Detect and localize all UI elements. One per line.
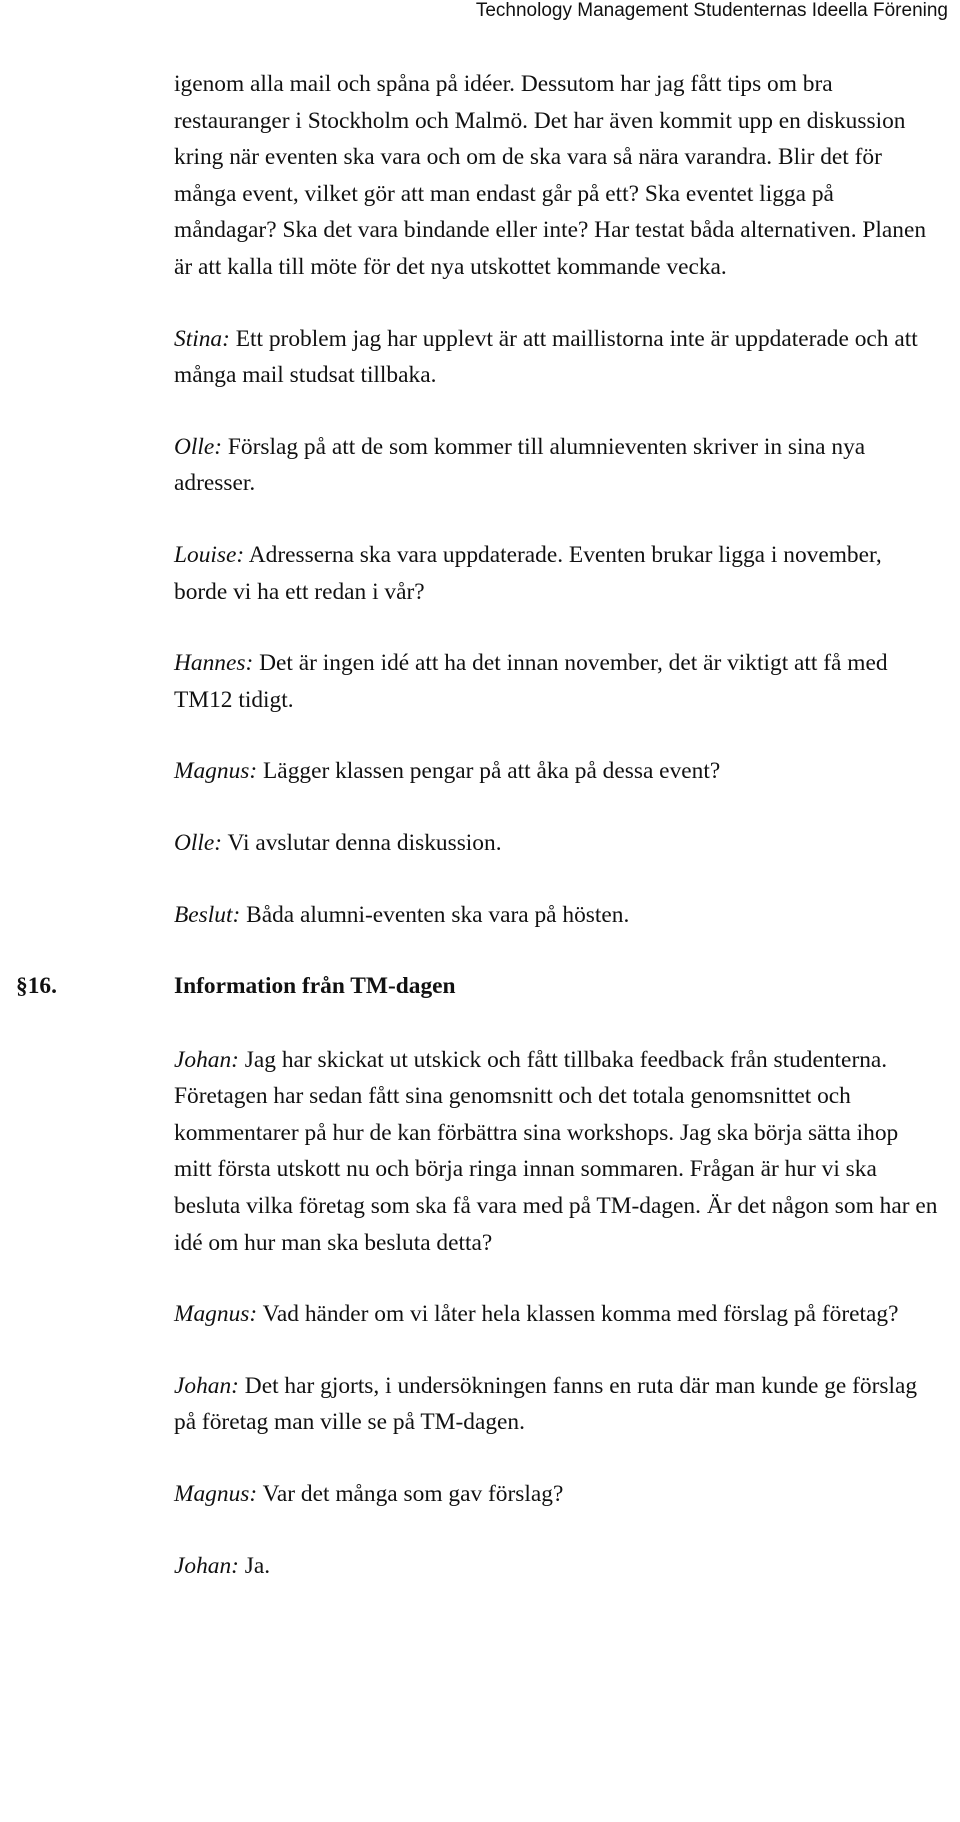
page-header: Technology Management Studenternas Ideella Förening [475,0,948,21]
minutes-entry-decision [174,897,940,934]
minutes-entry-johan [174,1368,940,1441]
speaker-name: Johan: [174,1552,239,1579]
minutes-entry-hannes [174,645,940,718]
entry-text: Det är ingen idé att ha det innan november, det är viktigt att få med TM12 tidigt. [174,650,888,713]
speaker-name: Johan: [174,1046,239,1073]
minutes-entry-magnus [174,753,940,790]
minutes-entry-johan [174,1042,940,1262]
entry-text: Adresserna ska vara uppdaterade. Eventen brukar ligga i november, borde vi ha ett redan i vår? [174,541,882,605]
minutes-entry-johan [174,1548,940,1585]
speaker-name: Beslut: [174,901,241,928]
intro-paragraph: igenom alla mail och spåna på idéer. Dessutom har jag fått tips om bra restauranger i Stockholm och Malmö. Det har även kommit upp en diskussion kring när eventen ska vara och om de ska vara så nära varandra. Blir det för många event, vilket gör att man endast går på ett? Ska eventet ligga på måndagar? Ska det vara bindande eller inte? Har testat båda alternativen. Planen är att kalla till möte för det nya utskottet kommande vecka. [174,71,927,280]
entry-text: Vad händer om vi låter hela klassen komma med förslag på företag? [257,1301,899,1328]
entry-text: Båda alumni-eventen ska vara på hösten. [240,901,630,928]
section-title: Information från TM-dagen [174,973,456,1000]
section-heading [16,968,940,1005]
entry-text: Jag har skickat ut utskick och fått tillbaka feedback från studenterna. Företagen har sedan fått sina genomsnitt och det totala genomsnittet och kommentarer på hur de kan förbättra sina workshops. Jag ska börja sätta ihop mitt första utskott nu och börja ringa innan sommaren. Frågan är hur vi ska besluta vilka företag som ska få vara med på TM-dagen. Är det någon som har en idé om hur man ska besluta detta? [174,1046,938,1256]
minutes-entry-olle [174,825,940,862]
speaker-name: Hannes: [174,650,254,677]
minutes-entry-magnus [174,1296,940,1333]
speaker-name: Johan: [174,1372,239,1399]
speaker-name: Louise: [174,541,245,568]
entry-text: Ja. [238,1552,271,1579]
speaker-name: Magnus: [174,1481,258,1508]
speaker-name: Olle: [174,433,223,460]
speaker-name: Olle: [174,829,223,856]
entry-text: Ett problem jag har upplevt är att maillistorna inte är uppdaterade och att många mail studsat tillbaka. [174,325,918,389]
entry-text: Lägger klassen pengar på att åka på dessa event? [257,758,721,785]
entry-text: Vi avslutar denna diskussion. [222,829,502,856]
minutes-entry-louise [174,537,940,610]
minutes-entry-magnus [174,1476,940,1513]
entry-text: Förslag på att de som kommer till alumnieventen skriver in sina nya adresser. [174,433,866,497]
section-number: §16. [16,973,57,1000]
minutes-entry-stina [174,321,940,394]
entry-text: Var det många som gav förslag? [257,1481,564,1508]
entry-text: Det har gjorts, i undersökningen fanns en ruta där man kunde ge förslag på företag man ville se på TM-dagen. [174,1372,918,1436]
minutes-entry-olle [174,429,940,502]
speaker-name: Magnus: [174,758,258,785]
speaker-name: Stina: [174,325,230,352]
speaker-name: Magnus: [174,1301,258,1328]
document-body [16,66,940,1619]
